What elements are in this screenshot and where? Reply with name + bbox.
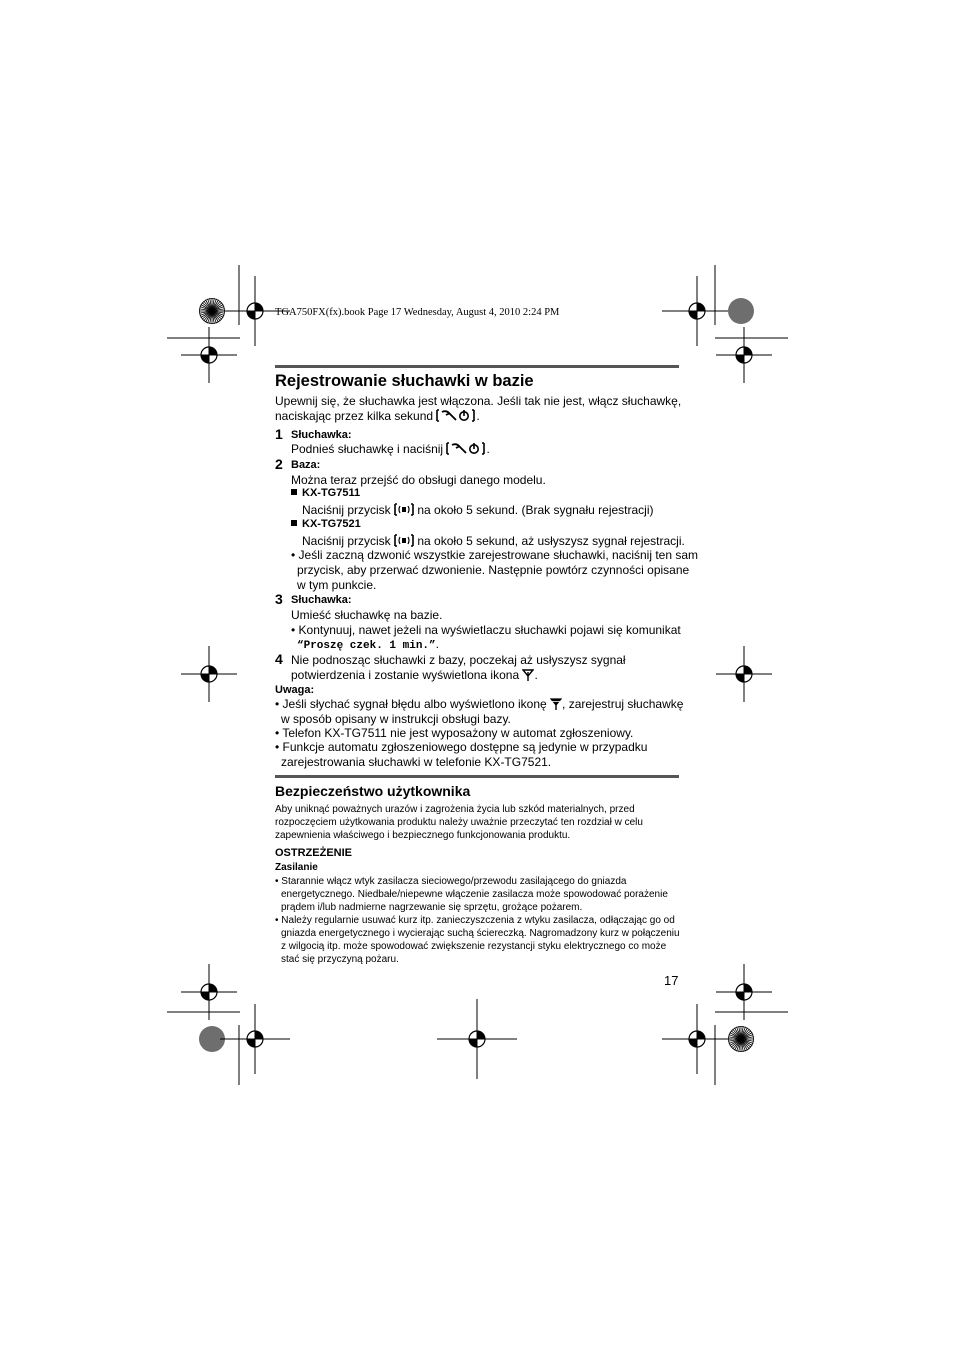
intercom-locator-key-icon	[394, 503, 414, 520]
step-text: Podnieś słuchawkę i naciśnij .	[291, 442, 490, 459]
safety-bullet: • Należy regularnie usuwać kurz itp. zanieczyszczenia z wtyku zasilacza, odłączając go od	[275, 915, 675, 926]
antenna-blinking-icon	[550, 698, 562, 714]
step-note: przycisk, aby przerwać dzwonienie. Następnie powtórz czynności opisane	[297, 563, 690, 577]
intro-text: naciskając przez kilka sekund	[275, 409, 434, 423]
display-message: “Proszę czek. 1 min.”.	[297, 637, 439, 652]
step-label: Słuchawka:	[291, 429, 352, 441]
registration-crosshair-icon	[716, 646, 772, 702]
registration-crosshair-icon	[181, 327, 237, 383]
crop-line	[714, 1025, 716, 1085]
section-title: Bezpieczeństwo użytkownika	[275, 783, 471, 799]
note-item: • Funkcje automatu zgłoszeniowego dostępne są jedynie w przypadku	[275, 740, 648, 754]
step-text-body: Podnieś słuchawkę i naciśnij	[291, 442, 444, 456]
registration-crosshair-icon	[716, 327, 772, 383]
crop-line	[238, 265, 240, 325]
safety-bullet: • Starannie włącz wtyk zasilacza sieciowego/przewodu zasilającego do gniazda	[275, 876, 627, 887]
note-item: zarejestrowania słuchawki w telefonie KX-TG7521.	[281, 755, 552, 769]
safety-intro: rozpoczęciem użytkowania produktu należy uważnie przeczytać ten rozdział w celu	[275, 817, 643, 828]
step-text: Nie podnosząc słuchawki z bazy, poczekaj aż usłyszysz sygnał	[291, 653, 626, 667]
step-label: Baza:	[291, 459, 321, 471]
step-number: 1	[275, 426, 283, 442]
registration-crosshair-icon	[220, 1004, 290, 1074]
grey-dot-icon	[728, 298, 754, 324]
section-title: Rejestrowanie słuchawki w bazie	[275, 372, 534, 390]
registration-crosshair-icon	[181, 646, 237, 702]
safety-intro: zapewnienia właściwego i bezpiecznego funkcjonowania produktu.	[275, 830, 571, 841]
safety-bullet: prądem i/lub nadmierne nagrzewanie się sprzętu, grożące pożarem.	[281, 902, 583, 913]
note-title: Uwaga:	[275, 684, 315, 696]
model-name: KX-TG7521	[291, 518, 361, 530]
note-item: w sposób opisany w instrukcji obsługi bazy.	[281, 712, 511, 726]
step-note: • Kontynuuj, nawet jeżeli na wyświetlaczu słuchawki pojawi się komunikat	[291, 623, 681, 637]
intro-line: naciskając przez kilka sekund .	[275, 409, 480, 426]
page-number: 17	[664, 973, 679, 988]
step-note: w tym punkcie.	[297, 578, 377, 592]
registration-crosshair-icon	[662, 1004, 732, 1074]
safety-bullet: z wilgocią itp. może spowodować zwiększenie rezystancji styku elektrycznego co może	[281, 941, 667, 952]
crop-line	[238, 1025, 240, 1085]
note-item: • Jeśli słychać sygnał błędu albo wyświetlono ikonę , zarejestruj słuchawkę	[275, 697, 683, 714]
model-instruction: Naciśnij przycisk na około 5 sekund. (Brak sygnału rejestracji)	[302, 503, 654, 520]
section-rule	[275, 775, 679, 778]
off-power-key-icon	[446, 442, 486, 459]
step-text: Umieść słuchawkę na bazie.	[291, 608, 443, 622]
step-text: potwierdzenia i zostanie wyświetlona ikona .	[291, 668, 538, 685]
step-text: Można teraz przejść do obsługi danego modelu.	[291, 473, 546, 487]
crop-line	[714, 265, 716, 325]
safety-bullet: stać się przyczyną pożaru.	[281, 954, 399, 965]
step-label: Słuchawka:	[291, 594, 352, 606]
starburst-target-icon	[728, 1026, 754, 1052]
antenna-icon	[522, 669, 534, 685]
model-instruction: Naciśnij przycisk na około 5 sekund, aż usłyszysz sygnał rejestracji.	[302, 534, 685, 551]
safety-bullet: energetycznego. Niedbałe/niepewne włączenie zasilacza może spowodować porażenie	[281, 889, 668, 900]
subsection-title: Zasilanie	[275, 862, 318, 873]
step-number: 2	[275, 456, 283, 472]
section-rule	[275, 365, 679, 368]
warning-title: OSTRZEŻENIE	[275, 847, 353, 859]
print-header: TGA750FX(fx).book Page 17 Wednesday, August 4, 2010 2:24 PM	[275, 307, 560, 318]
off-power-key-icon	[436, 409, 476, 426]
note-item: • Telefon KX-TG7511 nie jest wyposażony w automat zgłoszeniowy.	[275, 726, 634, 740]
step-note: • Jeśli zaczną dzwonić wszystkie zarejestrowane słuchawki, naciśnij ten sam	[291, 548, 699, 562]
intro-line: Upewnij się, że słuchawka jest włączona. Jeśli tak nie jest, włącz słuchawkę,	[275, 394, 682, 408]
step-number: 4	[275, 651, 283, 667]
step-number: 3	[275, 591, 283, 607]
registration-crosshair-icon	[437, 999, 517, 1079]
safety-intro: Aby uniknąć poważnych urazów i zagrożenia życia lub szkód materialnych, przed	[275, 804, 635, 815]
model-name: KX-TG7511	[291, 487, 360, 499]
safety-bullet: gniazda energetycznego i wycierając suchą ściereczką. Nagromadzony kurz w połączeniu	[281, 928, 680, 939]
